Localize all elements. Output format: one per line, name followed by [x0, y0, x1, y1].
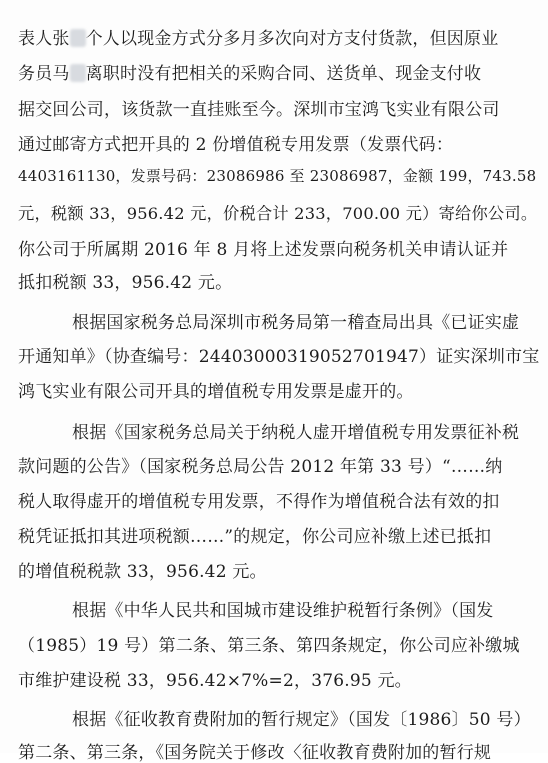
redaction-blur [70, 29, 86, 47]
text-line-21: 第二条、第三条，《国务院关于修改〈征收教育费附加的暂行规 [18, 743, 492, 763]
text-line-15: 税凭证抵扣其进项税额……”的规定，你公司应补缴上述已抵扣 [18, 527, 492, 547]
text-line-19: 市维护建设税 33，956.42×7%=2，376.95 元。 [18, 671, 412, 691]
text-line-10: 开通知单》（协查编号：24403000319052701947）证实深圳市宝 [18, 347, 540, 367]
text-line-14: 税人取得虚开的增值税专用发票，不得作为增值税合法有效的扣 [18, 492, 500, 512]
text-line-8: 抵扣税额 33，956.42 元。 [18, 273, 233, 293]
text-line-18: （1985）19 号）第二条、第三条、第四条规定，你公司应补缴城 [18, 636, 520, 656]
text-segment: 个人以现金方式分多月多次向对方支付货款，但因原业 [85, 29, 499, 49]
text-line-1 [18, 24, 530, 49]
text-line-11: 鸿飞实业有限公司开具的增值税专用发票是虚开的。 [18, 382, 414, 402]
text-line-12: 根据《国家税务总局关于纳税人虚开增值税专用发票征补税 [72, 423, 520, 443]
text-line-9: 根据国家税务总局深圳市税务局第一稽查局出具《已证实虚 [72, 313, 520, 333]
text-line-4: 通过邮寄方式把开具的 2 份增值税专用发票（发票代码： [18, 135, 454, 155]
text-line-3: 据交回公司，该货款一直挂账至今。深圳市宝鸿飞实业有限公司 [18, 100, 500, 120]
text-line-7: 你公司于所属期 2016 年 8 月将上述发票向税务机关申请认证并 [18, 240, 509, 260]
text-segment: 务员马 [18, 64, 70, 84]
text-line-20: 根据《征收教育费附加的暂行规定》（国发〔1986〕50 号） [72, 710, 531, 730]
text-line-17: 根据《中华人民共和国城市建设维护税暂行条例》（国发 [72, 601, 494, 621]
text-line-13: 款问题的公告》（国家税务总局公告 2012 年第 33 号）“……纳 [18, 457, 503, 477]
text-segment: 表人张 [18, 29, 70, 49]
text-line-16: 的增值税税款 33，956.42 元。 [18, 562, 267, 582]
text-segment: 离职时没有把相关的采购合同、送货单、现金支付收 [85, 64, 482, 84]
text-line-6: 元，税额 33，956.42 元，价税合计 233，700.00 元）寄给你公司。 [18, 204, 538, 223]
text-line-2 [18, 59, 530, 84]
text-line-5: 4403161130，发票号码：23086986 至 23086987，金额 199，743.58 [18, 167, 537, 185]
redaction-blur [70, 64, 86, 82]
